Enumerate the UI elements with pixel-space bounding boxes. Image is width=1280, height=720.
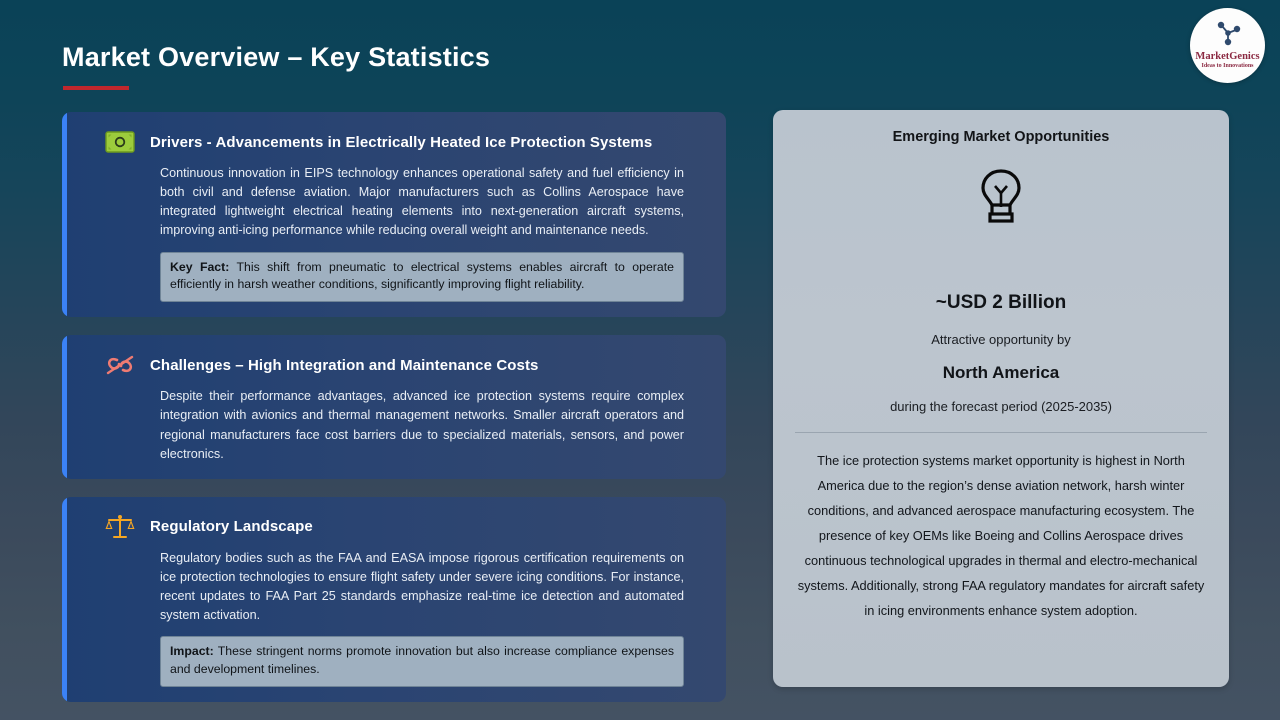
card-callout-key-fact — [160, 252, 684, 303]
emerging-opportunities-panel — [773, 110, 1229, 687]
panel-title: Emerging Market Opportunities — [892, 129, 1110, 145]
callout-text: This shift from pneumatic to electrical systems enables aircraft to operate efficiently in harsh weather conditions, significantly improving flight reliability. — [170, 259, 674, 292]
card-body-text: Regulatory bodies such as the FAA and EASA impose rigorous certification requirements on ice protection technologies to ensure flight safety under severe icing conditions. For instance, recent updates to FAA Part 25 standards emphasize real-time ice detection and automated system activation. — [160, 550, 684, 623]
card-title: Drivers - Advancements in Electrically Heated Ice Protection Systems — [150, 133, 653, 151]
logo-tagline: Ideas to Innovations — [1201, 63, 1254, 70]
logo-name: MarketGenics — [1195, 50, 1260, 62]
panel-description: The ice protection systems market opportunity is highest in North America due to the region’s dense aviation network, harsh winter conditions, and advanced aerospace manufacturing ecosystem. The presence of key OEMs like Boeing and Collins Aerospace drives continuous technological upgrades in thermal and electro-mechanical systems. Additionally, strong FAA regulatory mandates for aircraft safety in icing environments enhance system adoption. — [797, 453, 1205, 618]
market-region: North America — [942, 363, 1060, 382]
card-header — [104, 349, 706, 381]
callout-label: Impact: — [170, 644, 214, 659]
insight-card-challenges — [62, 335, 726, 479]
card-header — [104, 511, 706, 543]
insight-card-list — [62, 112, 726, 720]
card-title: Challenges – High Integration and Maintenance Costs — [150, 356, 539, 374]
insight-card-regulatory — [62, 497, 726, 702]
broken-link-icon — [104, 349, 136, 381]
panel-divider — [795, 432, 1207, 433]
card-callout-impact — [160, 636, 684, 687]
card-title: Regulatory Landscape — [150, 518, 313, 536]
market-stat-block — [791, 292, 1211, 414]
callout-text: These stringent norms promote innovation but also increase compliance expenses and development timelines. — [170, 644, 674, 677]
insight-card-drivers — [62, 112, 726, 317]
brand-logo — [1190, 8, 1265, 83]
balance-scale-icon — [104, 511, 136, 543]
card-header — [104, 126, 706, 158]
molecule-node-icon — [1214, 20, 1242, 51]
callout-label: Key Fact: — [170, 259, 230, 274]
lightbulb-icon — [975, 167, 1027, 230]
money-banknote-icon — [104, 126, 136, 158]
card-body-text: Despite their performance advantages, advanced ice protection systems require complex integration with avionics and thermal management networks. Smaller aircraft operators and regional manufacturers face cost barriers due to specialized materials, sensors, and power electronics. — [160, 389, 684, 461]
market-forecast-period: during the forecast period (2025-2035) — [890, 399, 1112, 414]
market-value-caption: Attractive opportunity by — [931, 332, 1071, 347]
lightbulb-icon-wrap — [791, 167, 1211, 230]
title-underline-rule — [63, 86, 129, 90]
page-title: Market Overview – Key Statistics — [62, 42, 491, 72]
card-body-text: Continuous innovation in EIPS technology enhances operational safety and fuel efficiency in both civil and defense aviation. Major manufacturers such as Collins Aerospace have integrated lightweight electrical heating elements into next-generation aircraft systems, improving anti-icing performance while reducing overall weight and maintenance needs. — [160, 166, 684, 238]
market-value: ~USD 2 Billion — [935, 292, 1067, 313]
